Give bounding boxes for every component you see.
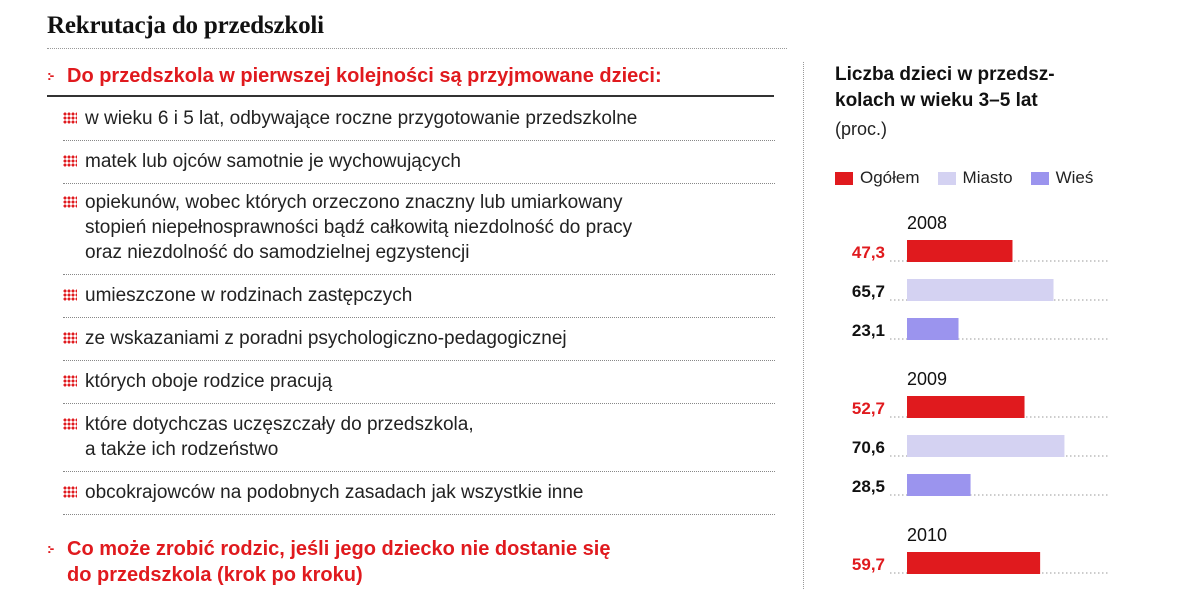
bar-ogółem	[907, 552, 1040, 574]
legend-entry	[835, 168, 920, 188]
bar-ogółem	[907, 396, 1025, 418]
chart-unit: (proc.)	[835, 119, 888, 139]
list-item	[63, 361, 775, 404]
data-label: 59,7	[851, 555, 885, 574]
bar-chart	[820, 200, 1120, 589]
chart-legend	[835, 168, 1111, 188]
data-label: 70,6	[851, 438, 885, 457]
bar-miasto	[907, 435, 1064, 457]
list-item-text: opiekunów, wobec których orzeczono znaczny lub umiarkowany stopień niepełnosprawności bądź całkowitą niezdolność do pracy oraz niezdolność do samodzielnej egzystencji	[85, 192, 633, 263]
data-label: 23,1	[851, 321, 885, 340]
section-marker-icon: :-	[47, 67, 53, 83]
dotted-bullet-icon	[63, 155, 77, 167]
list-item-text: w wieku 6 i 5 lat, odbywające roczne przygotowanie przedszkolne	[85, 108, 638, 129]
legend-label: Ogółem	[860, 168, 920, 187]
legend-swatch	[938, 172, 956, 185]
list-item	[63, 141, 775, 184]
bar-wieś	[907, 474, 971, 496]
year-label: 2010	[907, 525, 948, 545]
column-divider	[803, 62, 804, 589]
legend-entry	[938, 168, 1013, 188]
title-divider	[47, 48, 787, 49]
list-item-text: których oboje rodzice pracują	[85, 371, 333, 392]
dotted-bullet-icon	[63, 375, 77, 387]
section-rule	[47, 95, 774, 97]
data-label: 65,7	[851, 282, 885, 301]
dotted-bullet-icon	[63, 486, 77, 498]
dotted-bullet-icon	[63, 418, 77, 430]
section-heading-text: Do przedszkola w pierwszej kolejności są przyjmowane dzieci:	[67, 65, 662, 87]
list-item	[63, 318, 775, 361]
dotted-bullet-icon	[63, 112, 77, 124]
dotted-bullet-icon	[63, 289, 77, 301]
page-title: Rekrutacja do przedszkoli	[47, 12, 324, 39]
list-item-text: umieszczone w rodzinach zastępczych	[85, 285, 413, 306]
data-label: 47,3	[851, 243, 885, 262]
list-item-text: obcokrajowców na podobnych zasadach jak wszystkie inne	[85, 482, 584, 503]
section-heading-steps	[47, 536, 610, 588]
data-label: 52,7	[851, 399, 885, 418]
legend-label: Wieś	[1055, 168, 1094, 187]
list-item	[63, 404, 775, 472]
section-heading-text: Co może zrobić rodzic, jeśli jego dziecko nie dostanie się do przedszkola (krok po kroku)	[67, 538, 611, 586]
legend-label: Miasto	[962, 168, 1013, 187]
list-item-text: które dotychczas uczęszczały do przedszkola, a także ich rodzeństwo	[85, 414, 474, 460]
bar-wieś	[907, 318, 959, 340]
list-item-text: matek lub ojców samotnie je wychowujących	[85, 151, 461, 172]
bar-miasto	[907, 279, 1054, 301]
list-item	[63, 275, 775, 318]
list-item	[63, 100, 775, 141]
list-item-text: ze wskazaniami z poradni psychologiczno-pedagogicznej	[85, 328, 567, 349]
year-label: 2008	[907, 213, 948, 233]
legend-swatch	[1031, 172, 1049, 185]
dotted-bullet-icon	[63, 332, 77, 344]
legend-swatch	[835, 172, 853, 185]
section-heading-priority	[47, 63, 662, 89]
legend-entry	[1031, 168, 1094, 188]
list-item	[63, 472, 775, 515]
chart-title: Liczba dzieci w przedsz- kolach w wieku 3–5 lat	[835, 64, 1055, 111]
criteria-list	[63, 100, 775, 515]
list-item	[63, 184, 775, 275]
data-label: 28,5	[851, 477, 885, 496]
bar-ogółem	[907, 240, 1012, 262]
year-label: 2009	[907, 369, 948, 389]
dotted-bullet-icon	[63, 196, 77, 208]
section-marker-icon: :-	[47, 540, 53, 556]
